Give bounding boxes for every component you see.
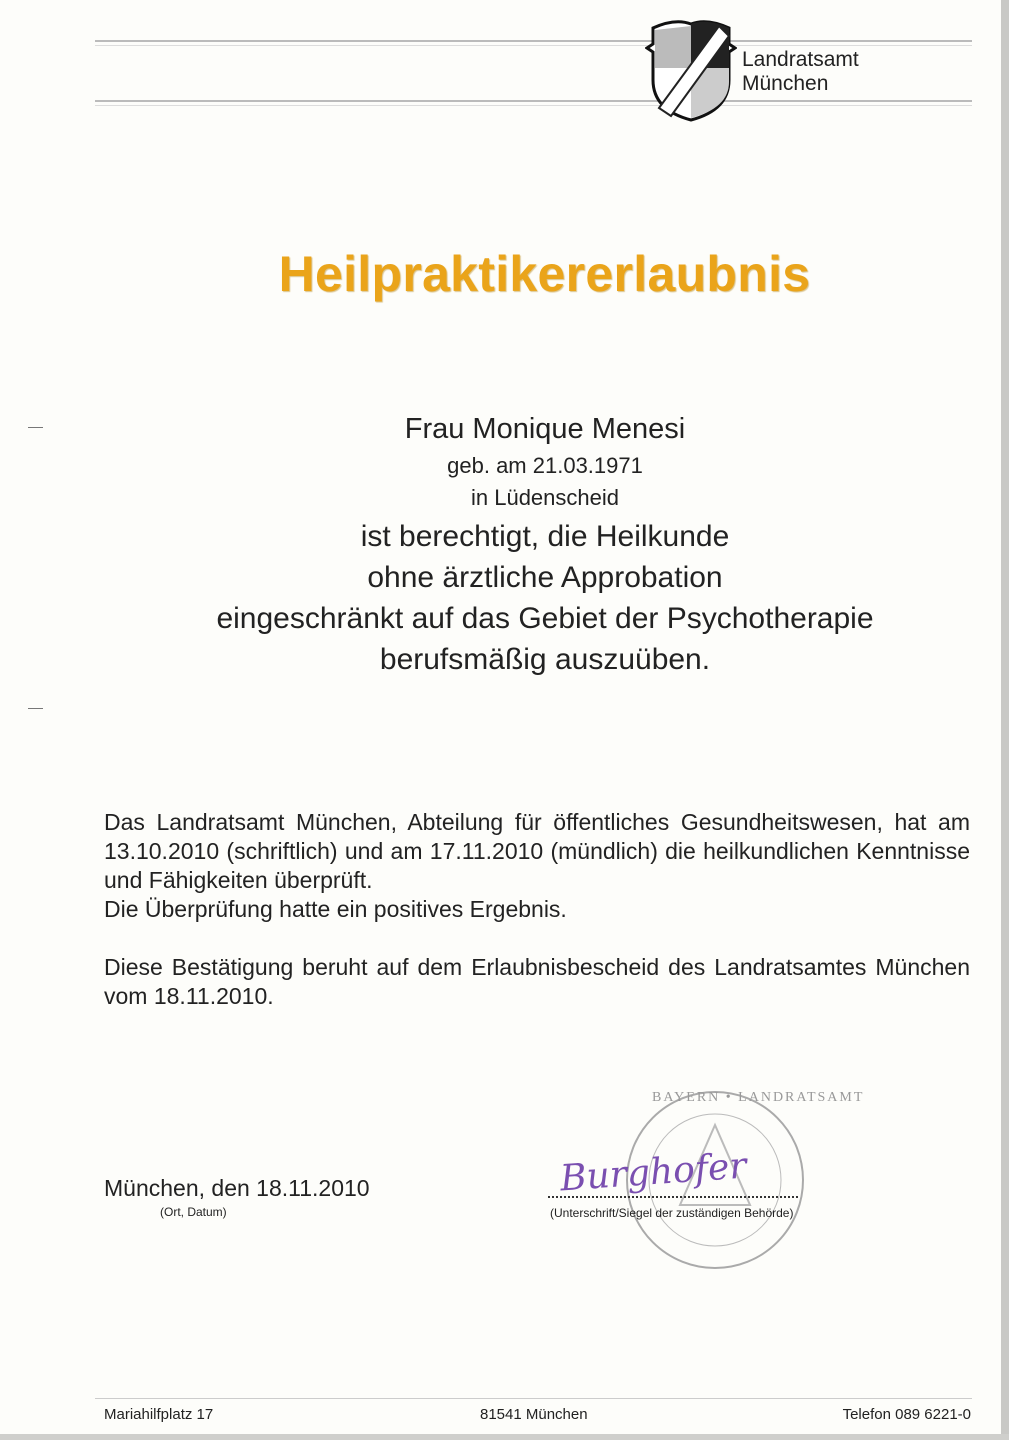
- issuer-line-2: München: [742, 72, 829, 95]
- grant-line: berufsmäßig auszuüben.: [379, 643, 711, 676]
- seal-text: BAYERN • LANDRATSAMT: [652, 1090, 865, 1105]
- grant-line: ohne ärztliche Approbation: [367, 561, 723, 594]
- footer-phone: Telefon 089 6221-0: [842, 1406, 971, 1423]
- coat-of-arms-logo: [645, 18, 737, 122]
- issuer-line-1: Landratsamt: [742, 48, 859, 71]
- punch-mark: [28, 708, 43, 709]
- grant-line: eingeschränkt auf das Gebiet der Psychotherapie: [216, 602, 874, 635]
- signature: Burghofer: [558, 1145, 748, 1200]
- recipient-name: Frau Monique Menesi: [404, 413, 686, 445]
- exam-paragraph: [104, 808, 970, 924]
- place-date: München, den 18.11.2010: [104, 1175, 370, 1201]
- footer-address: Mariahilfplatz 17: [104, 1406, 214, 1423]
- exam-result: Die Überprüfung hatte ein positives Ergebnis.: [104, 896, 567, 922]
- document-title: Heilpraktikererlaubnis: [278, 246, 811, 302]
- page-edge-bottom: [0, 1434, 1009, 1440]
- place-date-caption: (Ort, Datum): [160, 1205, 227, 1219]
- header-rule-bottom: [95, 100, 972, 106]
- issuer-name: [742, 48, 859, 96]
- page-edge: [1001, 0, 1009, 1440]
- header-rule-top: [95, 40, 972, 46]
- exam-text: Das Landratsamt München, Abteilung für öffentliches Gesundheitswesen, hat am 13.10.2010 (schriftlich) und am 17.11.2010 (mündlich) die heilkundlichen Kenntnisse und Fähigkeiten überprüft.: [104, 809, 970, 893]
- footer-city: 81541 München: [480, 1406, 588, 1423]
- footer-rule: [95, 1398, 972, 1399]
- signature-caption: (Unterschrift/Siegel der zuständigen Behörde): [550, 1206, 794, 1220]
- basis-paragraph: Diese Bestätigung beruht auf dem Erlaubnisbescheid des Landratsamtes München vom 18.11.2010.: [104, 954, 970, 1009]
- recipient-birthplace: in Lüdenscheid: [470, 485, 619, 510]
- recipient-birth: geb. am 21.03.1971: [447, 453, 643, 478]
- grant-line: ist berechtigt, die Heilkunde: [360, 520, 730, 553]
